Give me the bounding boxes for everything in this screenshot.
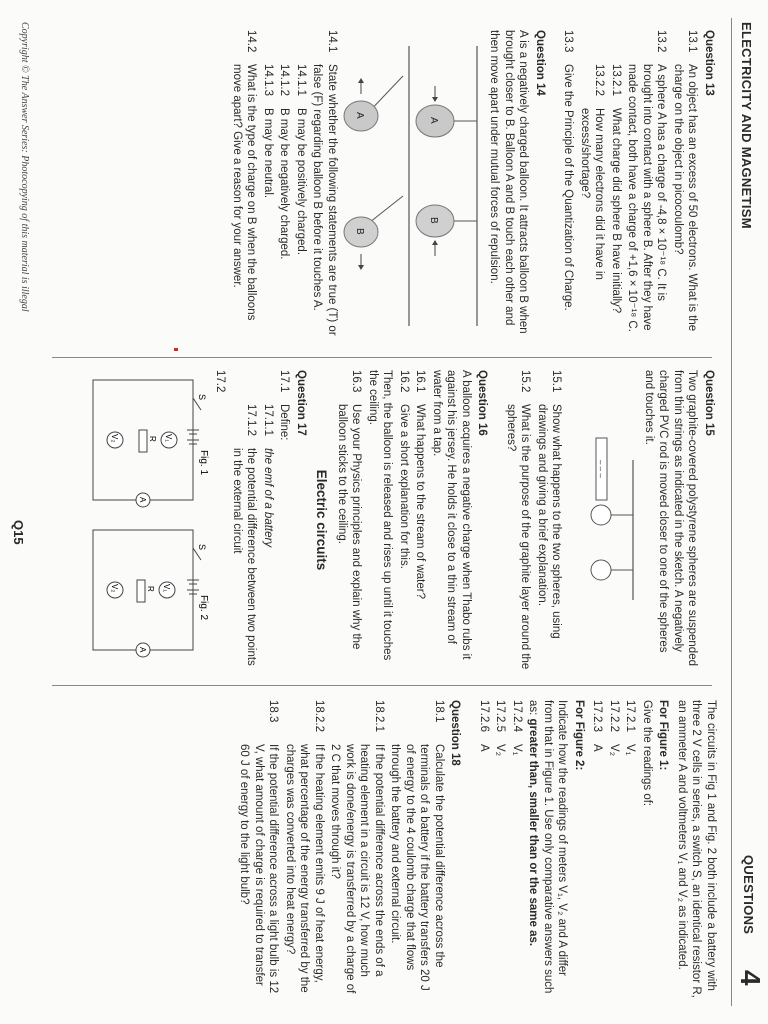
question-subitem: 14.1.1 B may be positively charged. xyxy=(295,64,307,256)
question-18-heading: Question 18 xyxy=(449,700,462,766)
figure-1-prompt: Give the readings of: xyxy=(641,700,653,807)
question-item: 16.2 Give a short explanation for this. xyxy=(398,370,410,569)
header-divider xyxy=(731,18,732,1006)
question-item: 17.1 Define: xyxy=(278,370,291,441)
question-subitem: 13.2.2 How many electrons did it have in excess/shortage? xyxy=(579,64,606,280)
column-middle xyxy=(77,370,721,670)
figure-2-prompt: Indicate how the readings of meters V₁, V₂ and A differ from that in Figure 1. Use only comparative answers such as: greater than, smaller than or the same as. xyxy=(527,700,569,994)
question-item: 17.2.2 V₂ xyxy=(608,700,620,757)
question-item: 14.1 State whether the following statements are true (T) or false (F) regarding balloon B before it touches A. xyxy=(311,30,338,336)
spheres-diagram xyxy=(568,430,638,610)
question-item: 15.1 Show what happens to the two spheres, using drawings and giving a brief explanation. xyxy=(536,370,563,639)
balloon-a-label-apart: A xyxy=(354,112,365,119)
question-item: 14.2 What is the type of charge on B when the balloons move apart? Give a reason for your answer. xyxy=(231,30,258,321)
svg-text:V₂: V₂ xyxy=(110,434,119,443)
column-right xyxy=(235,700,720,1000)
question-subitem: 17.1.2 the potential difference between two points in the external circuit xyxy=(231,404,258,666)
question-subitem: 17.1.1 the emf of a battery xyxy=(262,404,274,548)
question-14-heading: Question 14 xyxy=(534,30,546,96)
balloon-b-label-apart: B xyxy=(354,228,365,235)
svg-text:V₁: V₁ xyxy=(162,584,171,593)
question-subitem: 14.1.3 B may be neutral. xyxy=(262,64,274,199)
question-16-heading: Question 16 xyxy=(476,370,489,436)
question-subitem: 14.1.2 B may be negatively charged. xyxy=(278,64,291,260)
circuit-figures xyxy=(81,370,211,670)
question-16-middle: Then, the balloon is released and rises up until it touches the ceiling. xyxy=(367,370,394,661)
column-divider xyxy=(52,357,712,358)
fig2-label: Fig. 2 xyxy=(198,595,209,621)
question-item: 18.2.1 If the potential difference across the ends of a heating element in a circuit is 12 V, how much work is done/energy is transferred by a charge of 2 C that moves through it? xyxy=(329,700,385,994)
svg-text:V₂: V₂ xyxy=(110,584,119,593)
page-header xyxy=(728,0,768,1024)
question-subitem: 13.2.1 What charge did sphere B have initially? xyxy=(610,64,622,314)
svg-text:S: S xyxy=(197,394,207,401)
column-divider xyxy=(52,685,712,686)
figure-2-heading: For Figure 2: xyxy=(573,700,585,771)
question-item: 17.2.1 V₁ xyxy=(624,700,637,756)
question-item: 17.2.6 A xyxy=(478,700,490,752)
question-15-intro: Two graphite-covered polystyrene spheres are suspended from thin strings as indicated in the sketch. A negatively charged PVC rod is moved closer to one of the spheres and touches it. xyxy=(643,370,699,666)
figure-1-heading: For Figure 1: xyxy=(657,700,670,771)
question-14-intro: A is a negatively charged balloon. It attracts balloon B when brought closer to B. Balloon A and B touch each other and then move apart under mutual forces of repulsion. xyxy=(488,30,530,334)
svg-text:S: S xyxy=(197,544,207,551)
question-item: 13.1 An object has an excess of 50 electrons. What is the charge on the object in picocoulomb? xyxy=(672,30,699,332)
rod-charge-marks: – – – xyxy=(596,460,606,478)
question-item: 16.3 Use your Physics principles and explain why the balloon sticks to the ceiling. xyxy=(336,370,363,650)
page-number: 4 xyxy=(735,970,766,986)
fig1-label: Fig. 1 xyxy=(198,450,209,476)
balloon-a-label: A xyxy=(428,117,439,124)
svg-text:A: A xyxy=(138,497,147,503)
section-title: Electric circuits xyxy=(314,469,330,571)
question-item: 13.2 A sphere A has a charge of -4,8 × 10⁻¹⁸ C. It is brought into contact with a sphere B. After they have made contact, both have a charge of +1,6 × 10⁻¹⁸ C. xyxy=(626,30,668,332)
svg-text:V₁: V₁ xyxy=(164,434,173,443)
question-item: 18.3 If the potential difference across a light bulb is 12 V, what amount of charge is required to transfer 60 J of energy to the light bulb? xyxy=(238,700,280,994)
question-item: 17.2.4 V₁ xyxy=(511,700,523,756)
circuit-intro: The circuits in Fig 1 and Fig. 2 both include a battery with three 2 V cells in series, a switch S, an identical resistor R, an ammeter A and voltmeters V₁ and V₂ as indicated. xyxy=(676,700,717,998)
copyright-notice: Copyright © The Answer Series: Photocopying of this material is illegal xyxy=(19,22,30,312)
question-item: 18.2.2 If the heating element emits 9 J of heat energy, what percentage of the energy transferred by the charges was converted into heat energy? xyxy=(284,700,325,993)
question-13-heading: Question 13 xyxy=(703,30,715,96)
column-left xyxy=(228,30,721,342)
question-16-intro: A balloon acquires a negative charge when Thabo rubs it against his jersey. He holds it close to a thin stream of water from a tap. xyxy=(431,370,472,660)
section-label: QUESTIONS xyxy=(741,855,756,935)
svg-text:R: R xyxy=(146,586,155,592)
chapter-title: ELECTRICITY AND MAGNETISM xyxy=(739,22,754,229)
question-item: 18.1 Calculate the potential difference across the terminals of a battery if the battery transfers 20 J of energy to the 4 coulomb charge that flows through the battery and external circuit. xyxy=(389,700,445,991)
question-item: 17.2.3 A xyxy=(591,700,604,752)
svg-text:A: A xyxy=(138,647,147,653)
question-item: 13.3 Give the Principle of the Quantization of Charge. xyxy=(562,30,575,311)
red-mark xyxy=(174,348,178,351)
question-item: 17.2 xyxy=(214,370,227,393)
balloons-diagram xyxy=(343,36,483,336)
balloon-b-label: B xyxy=(428,217,439,224)
page-code: Q15 xyxy=(11,520,26,545)
question-item: 17.2.5 V₂ xyxy=(494,700,507,757)
question-17-heading: Question 17 xyxy=(295,370,307,436)
svg-text:R: R xyxy=(148,436,157,442)
question-item: 16.1 What happens to the stream of water? xyxy=(414,370,427,599)
question-15-heading: Question 15 xyxy=(703,370,715,436)
question-item: 15.2 What is the purpose of the graphite layer around the spheres? xyxy=(505,370,532,670)
